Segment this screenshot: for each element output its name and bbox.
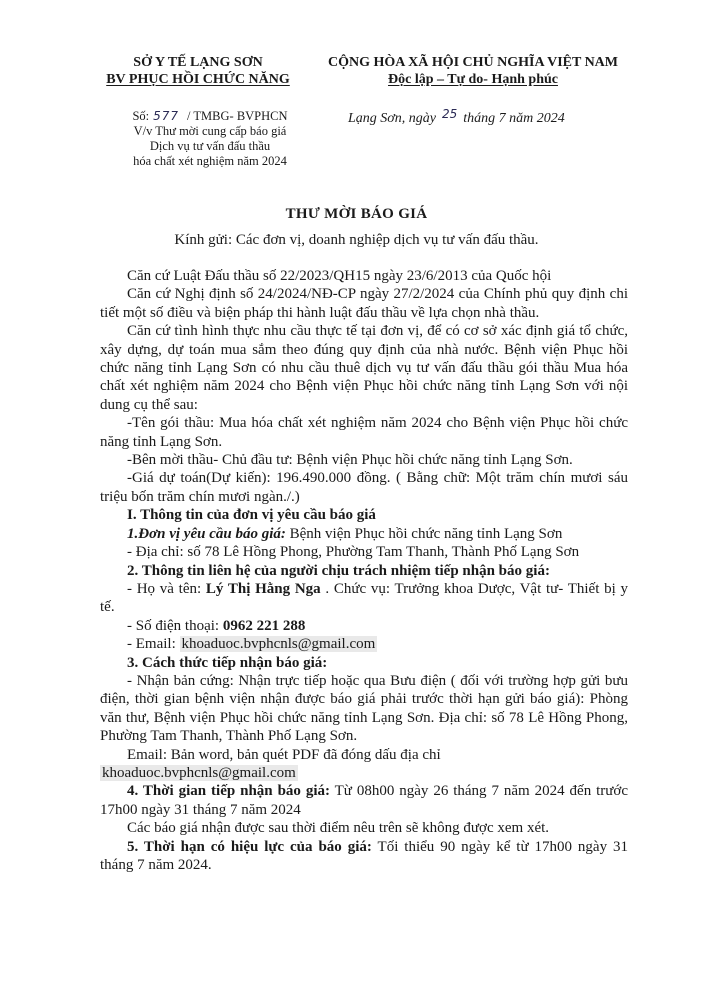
phone-prefix: - Số điện thoại: bbox=[127, 617, 223, 634]
receive-paper-paragraph: - Nhận bản cứng: Nhận trực tiếp hoặc qua Bưu điện ( đối với trường hợp gửi bưu điện, thời gian bệnh viện nhận được báo giá phải trước thời hạn gửi báo giá): Phòng văn thư, Bệnh viện Phục hồi chức năng tỉnh Lạng Sơn. Địa chỉ: số 78 Lê Hồng Phong, Phường Tam Thanh, Thành Phố Lạng Sơn. bbox=[100, 672, 628, 745]
document-title: THƯ MỜI BÁO GIÁ bbox=[285, 206, 428, 222]
phone-line bbox=[100, 617, 628, 635]
national-header bbox=[318, 54, 628, 88]
section-4-note: Các báo giá nhận được sau thời điểm nêu trên sẽ không được xem xét. bbox=[127, 820, 550, 837]
so-suffix: / TMBG- BVPHCN bbox=[187, 109, 288, 123]
date-prefix: Lạng Sơn, ngày bbox=[348, 111, 436, 126]
greeting: Kính gửi: Các đơn vị, doanh nghiệp dịch vụ tư vấn đấu thầu. bbox=[174, 232, 539, 248]
phone-number: 0962 221 288 bbox=[222, 617, 306, 634]
requesting-unit-label: 1.Đơn vị yêu cầu báo giá: bbox=[127, 525, 286, 542]
nation-line-2: Độc lập – Tự do- Hạnh phúc bbox=[388, 72, 558, 87]
contact-name: Lý Thị Hằng Nga bbox=[205, 580, 321, 597]
section-4-label: 4. Thời gian tiếp nhận báo giá: bbox=[127, 783, 330, 800]
paragraph-context: Căn cứ tình hình thực nhu cầu thực tế tại đơn vị, để có cơ sở xác định giá tổ chức, xây dựng, dự toán mua sắm theo đúng quy định của nhà nước. Bệnh viện Phục hồi chức năng tỉnh Lạng Sơn có nhu cầu thuê dịch vụ tư vấn đấu thầu gói thầu Mua hóa chất xét nghiệm năm 2024 cho Bệnh viện Phục hồi chức năng tỉnh Lạng Sơn với nội dung cụ thể sau: bbox=[100, 323, 628, 413]
paragraph-package-name: -Tên gói thầu: Mua hóa chất xét nghiệm năm 2024 cho Bệnh viện Phục hồi chức năng tỉnh Lạng Sơn. bbox=[100, 415, 628, 450]
section-4-value: Từ 08h00 ngày 26 tháng 7 năm 2024 đến trước 17h00 ngày 31 tháng 7 năm 2024 bbox=[100, 783, 628, 818]
section-5-label: 5. Thời hạn có hiệu lực của báo giá: bbox=[127, 838, 372, 855]
paragraph-legal-basis-1: Căn cứ Luật Đấu thầu số 22/2023/QH15 ngày 23/6/2013 của Quốc hội bbox=[127, 268, 552, 284]
address-line: - Địa chỉ: số 78 Lê Hồng Phong, Phường Tam Thanh, Thành Phố Lạng Sơn bbox=[127, 544, 580, 561]
section-4-paragraph bbox=[100, 782, 628, 819]
organization-header bbox=[78, 54, 318, 88]
requesting-unit-value: Bệnh viện Phục hồi chức năng tỉnh Lạng Sơn bbox=[285, 525, 563, 542]
so-label: Số: bbox=[132, 109, 150, 123]
paragraph-estimated-price: -Giá dự toán(Dự kiến): 196.490.000 đồng. ( Bằng chữ: Một trăm chín mươi sáu triệu bốn trăm chín mươi ngàn./.) bbox=[100, 470, 628, 505]
email-address[interactable]: khoaduoc.bvphcnls@gmail.com bbox=[181, 636, 376, 653]
email-line-2 bbox=[100, 764, 628, 782]
section-5-paragraph bbox=[100, 838, 628, 875]
section-5-value: Tối thiểu 90 ngày kể từ 17h00 ngày 31 tháng 7 năm 2024. bbox=[100, 838, 629, 873]
paragraph-legal-basis-2: Căn cứ Nghị định số 24/2024/NĐ-CP ngày 27/2/2024 của Chính phủ quy định chi tiết một số điều và biện pháp thi hành luật đấu thầu về lựa chọn nhà thầu. bbox=[100, 286, 628, 321]
org-line-2: BV PHỤC HỒI CHỨC NĂNG bbox=[106, 72, 290, 87]
contact-prefix: - Họ và tên: bbox=[127, 580, 206, 597]
section-2-heading: 2. Thông tin liên hệ của người chịu trách nhiệm tiếp nhận báo giá: bbox=[127, 562, 550, 579]
nation-line-1: CỘNG HÒA XÃ HỘI CHỦ NGHĨA VIỆT NAM bbox=[327, 55, 618, 70]
email-line bbox=[100, 635, 628, 653]
document-number-line bbox=[100, 109, 320, 124]
section-1-heading: I. Thông tin của đơn vị yêu cầu báo giá bbox=[127, 507, 376, 524]
subject-line-3: hóa chất xét nghiệm năm 2024 bbox=[133, 154, 287, 168]
org-line-1: SỞ Y TẾ LẠNG SƠN bbox=[133, 55, 263, 70]
document-body bbox=[100, 267, 628, 874]
requesting-unit-line bbox=[100, 525, 628, 543]
date-line bbox=[348, 107, 628, 127]
contact-line bbox=[100, 580, 628, 617]
subject-line-1: V/v Thư mời cung cấp báo giá bbox=[133, 124, 287, 138]
date-rest: tháng 7 năm 2024 bbox=[463, 111, 565, 126]
paragraph-inviting-party: -Bên mời thầu- Chủ đầu tư: Bệnh viện Phục hồi chức năng tỉnh Lạng Sơn. bbox=[127, 452, 573, 469]
document-reference bbox=[100, 109, 320, 169]
email-prefix: - Email: bbox=[127, 636, 180, 653]
document-number-handwritten: 577 bbox=[153, 109, 180, 123]
subject-line-2: Dịch vụ tư vấn đấu thầu bbox=[149, 139, 271, 153]
date-day-handwritten: 25 bbox=[441, 107, 458, 121]
receive-email-paragraph: Email: Bản word, bản quét PDF đã đóng dấu địa chỉ bbox=[127, 746, 441, 763]
section-3-heading: 3. Cách thức tiếp nhận báo giá: bbox=[127, 654, 328, 671]
email-address-2[interactable]: khoaduoc.bvphcnls@gmail.com bbox=[102, 764, 296, 781]
contact-role: . Chức vụ: Trưởng khoa Dược, Vật tư- Thiết bị y tế. bbox=[100, 580, 628, 616]
